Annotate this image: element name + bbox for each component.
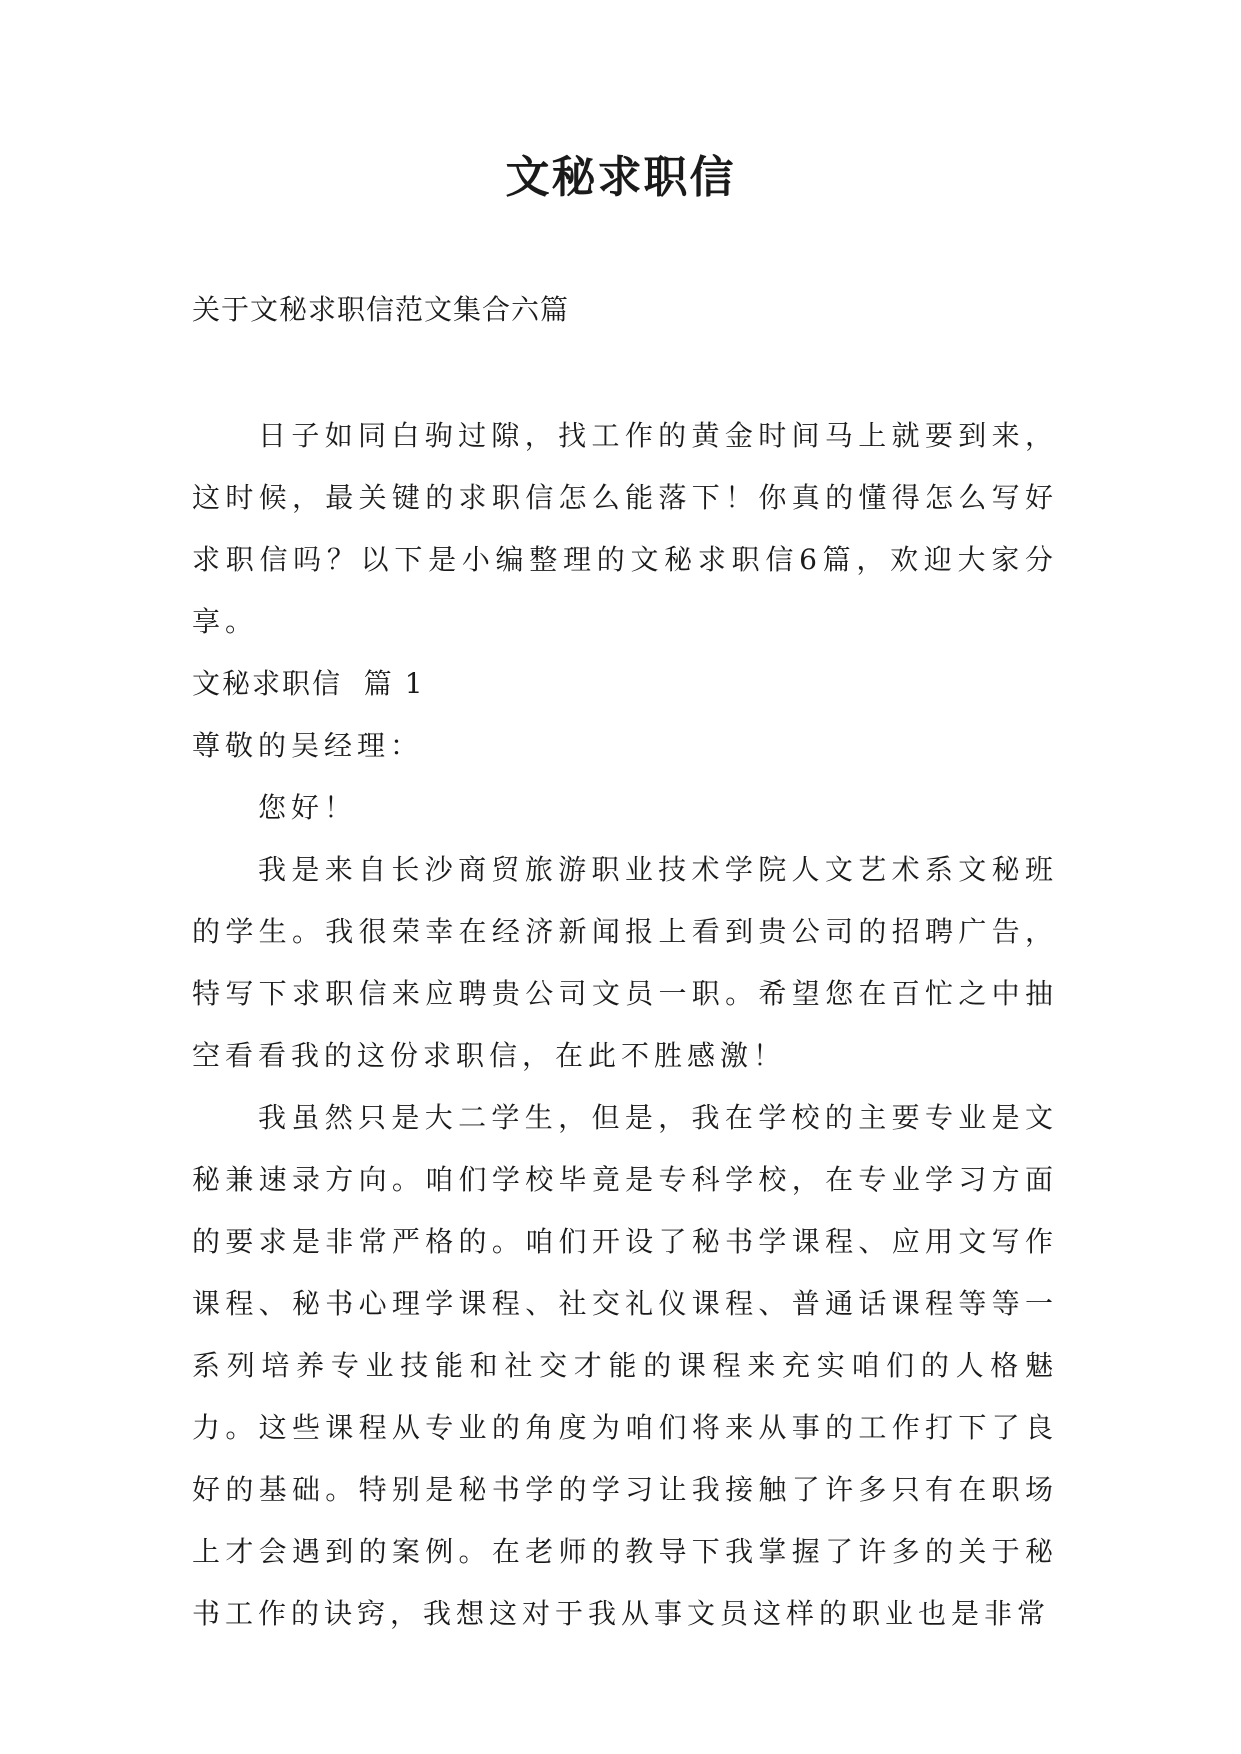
salutation: 尊敬的吴经理：: [192, 729, 424, 762]
document-subtitle: 关于文秘求职信范文集合六篇: [192, 293, 570, 326]
document-title: 文秘求职信: [505, 152, 736, 203]
section-heading: 文秘求职信 篇 1: [192, 667, 425, 700]
intro-paragraph: 日子如同白驹过隙，找工作的黄金时间马上就要到来，这时候，最关键的求职信怎么能落下！你真的懂得怎么写好求职信吗？以下是小编整理的文秘求职信6篇，欢迎大家分享。: [192, 419, 1058, 638]
letter-paragraph: 我虽然只是大二学生，但是，我在学校的主要专业是文秘兼速录方向。咱们学校毕竟是专科学校，在专业学习方面的要求是非常严格的。咱们开设了秘书学课程、应用文写作课程、秘书心理学课程、社交礼仪课程、普通话课程等等一系列培养专业技能和社交才能的课程来充实咱们的人格魅力。这些课程从专业的角度为咱们将来从事的工作打下了良好的基础。特别是秘书学的学习让我接触了许多只有在职场上才会遇到的案例。在老师的教导下我掌握了许多的关于秘书工作的诀窍，我想这对于我从事文员这样的职业也是非常: [192, 1101, 1058, 1630]
document-body: [192, 405, 1058, 1645]
letter-paragraph: 我是来自长沙商贸旅游职业技术学院人文艺术系文秘班的学生。我很荣幸在经济新闻报上看到贵公司的招聘广告，特写下求职信来应聘贵公司文员一职。希望您在百忙之中抽空看看我的这份求职信，在此不胜感激！: [192, 853, 1058, 1072]
greeting: 您好！: [258, 791, 358, 824]
